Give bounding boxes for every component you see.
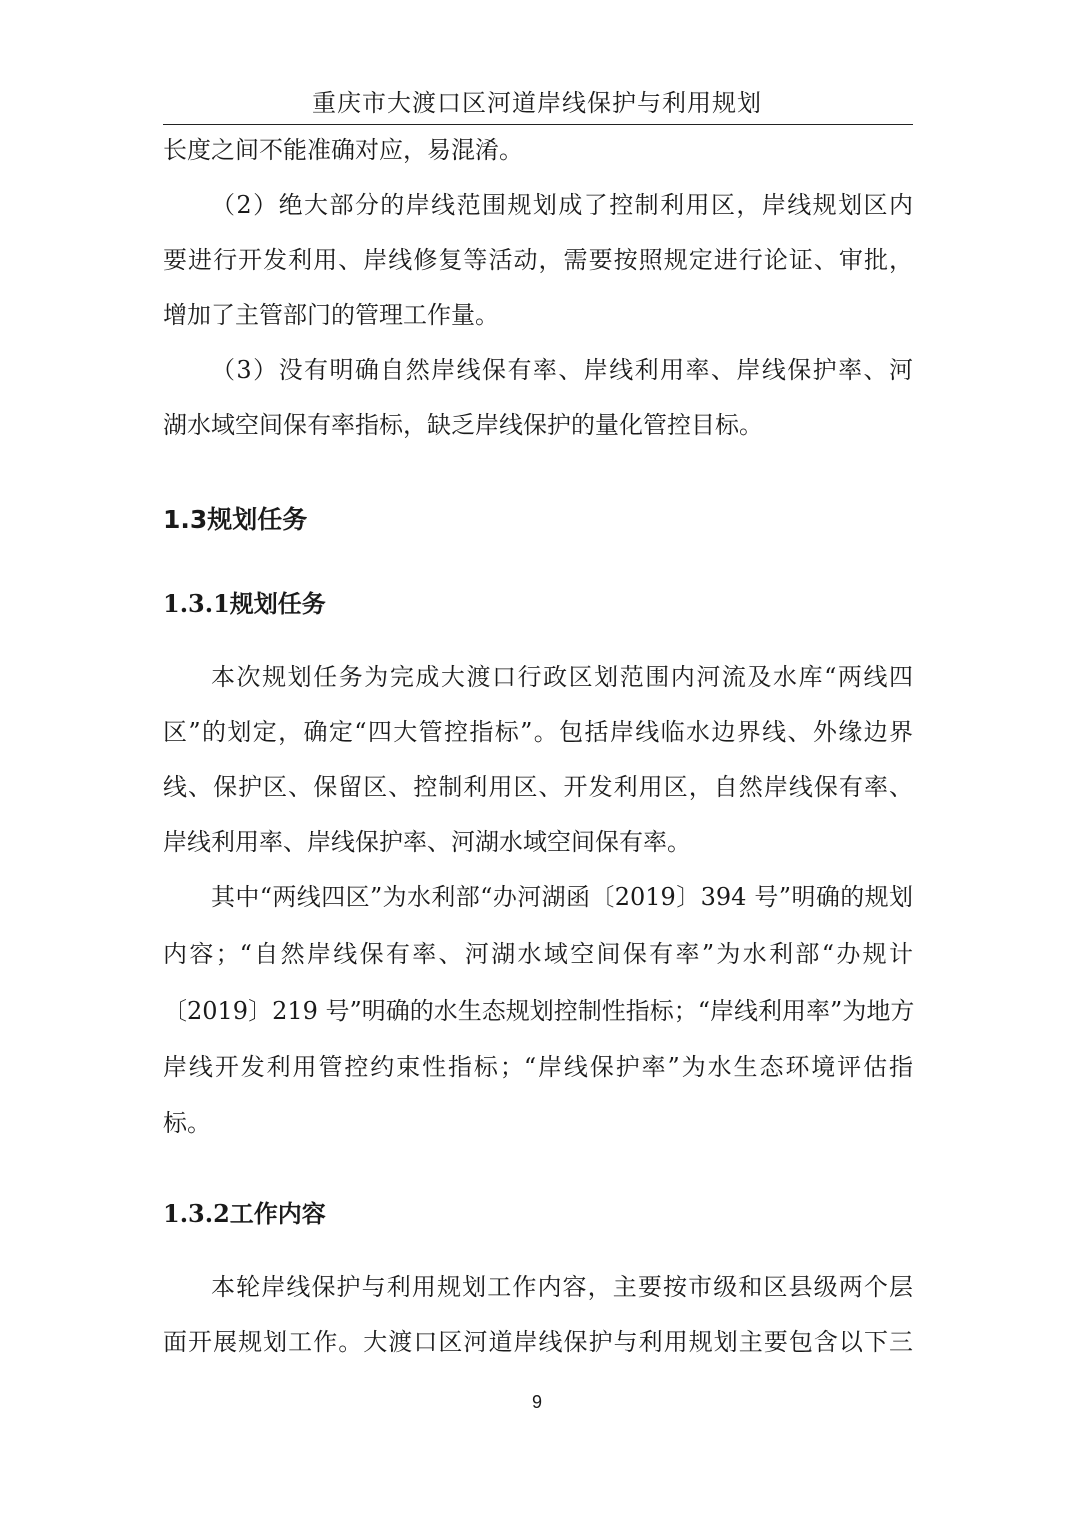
paragraph-line: 岸线利用率、岸线保护率、河湖水域空间保有率。	[163, 828, 691, 856]
section-heading: 1.3规划任务	[163, 505, 308, 534]
paragraph-line: 湖水域空间保有率指标，缺乏岸线保护的量化管控目标。	[163, 411, 763, 439]
paragraph-line: 增加了主管部门的管理工作量。	[163, 301, 499, 329]
paragraph-line: （2）绝大部分的岸线范围规划成了控制利用区，岸线规划区内	[211, 191, 913, 219]
paragraph-line: 内容；“自然岸线保有率、河湖水域空间保有率”为水利部“办规计	[163, 940, 913, 968]
page-number: 9	[531, 1392, 542, 1412]
paragraph-line: 长度之间不能准确对应，易混淆。	[163, 136, 523, 164]
paragraph-line: 区”的划定，确定“四大管控指标”。包括岸线临水边界线、外缘边界	[163, 718, 913, 746]
paragraph-line: 面开展规划工作。大渡口区河道岸线保护与利用规划主要包含以下三	[163, 1328, 913, 1356]
header-divider	[163, 124, 913, 125]
paragraph-line: 要进行开发利用、岸线修复等活动，需要按照规定进行论证、审批，	[163, 246, 913, 274]
header-title: 重庆市大渡口区河道岸线保护与利用规划	[312, 89, 762, 117]
subsection-heading: 1.3.2工作内容	[163, 1199, 326, 1228]
paragraph-line: 其中“两线四区”为水利部“办河湖函〔2019〕394 号”明确的规划	[211, 883, 913, 911]
paragraph-line: 本次规划任务为完成大渡口行政区划范围内河流及水库“两线四	[211, 663, 913, 691]
paragraph-line: （3）没有明确自然岸线保有率、岸线利用率、岸线保护率、河	[211, 356, 913, 384]
paragraph-line: 本轮岸线保护与利用规划工作内容，主要按市级和区县级两个层	[211, 1273, 913, 1301]
subsection-heading: 1.3.1规划任务	[163, 589, 326, 618]
paragraph-line: 岸线开发利用管控约束性指标；“岸线保护率”为水生态环境评估指	[163, 1053, 913, 1081]
paragraph-line: 线、保护区、保留区、控制利用区、开发利用区，自然岸线保有率、	[163, 773, 913, 801]
paragraph-line: 标。	[163, 1109, 211, 1137]
paragraph-line: 〔2019〕219 号”明确的水生态规划控制性指标；“岸线利用率”为地方	[163, 997, 915, 1025]
